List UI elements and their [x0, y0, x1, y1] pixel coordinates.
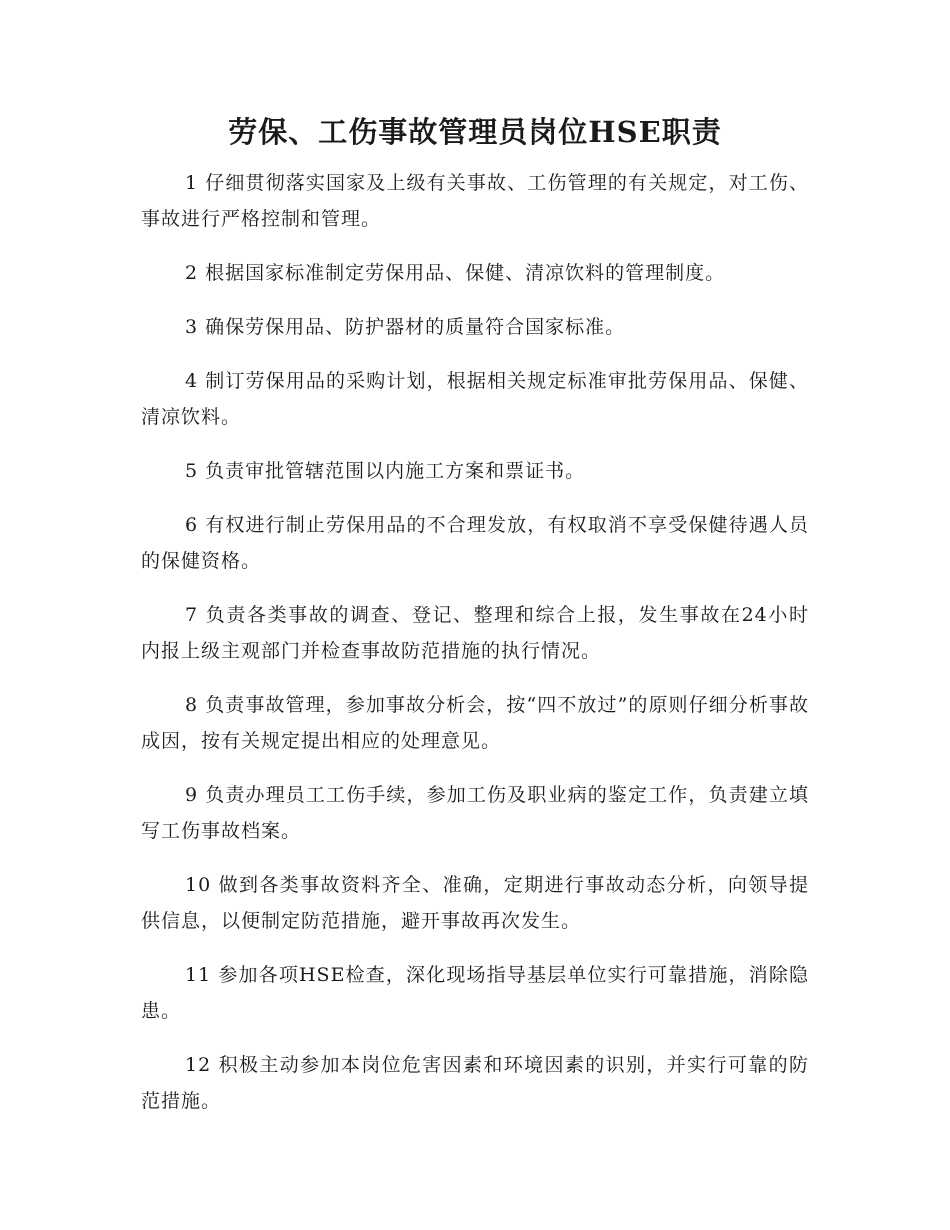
duty-item-2: 2 根据国家标准制定劳保用品、保健、清凉饮料的管理制度。 — [185, 262, 726, 284]
duty-item-12: 12 积极主动参加本岗位危害因素和环境因素的识别，并实行可靠的防范措施。 — [141, 1054, 809, 1112]
duty-item-8: 8 负责事故管理，参加事故分析会，按“四不放过”的原则仔细分析事故成因，按有关规定提出相应的处理意见。 — [141, 694, 809, 752]
duty-item-7: 7 负责各类事故的调查、登记、整理和综合上报，发生事故在24小时内报上级主观部门并检查事故防范措施的执行情况。 — [141, 604, 809, 662]
duty-item-9: 9 负责办理员工工伤手续，参加工伤及职业病的鉴定工作，负责建立填写工伤事故档案。 — [141, 784, 809, 842]
duty-item-3: 3 确保劳保用品、防护器材的质量符合国家标准。 — [185, 316, 626, 338]
document-title: 劳保、工伤事故管理员岗位HSE职责 — [228, 115, 722, 149]
duty-item-6: 6 有权进行制止劳保用品的不合理发放，有权取消不享受保健待遇人员的保健资格。 — [141, 514, 809, 572]
duty-item-5: 5 负责审批管辖范围以内施工方案和票证书。 — [185, 460, 586, 482]
duty-list — [141, 165, 809, 1137]
duty-item-11: 11 参加各项HSE检查，深化现场指导基层单位实行可靠措施，消除隐患。 — [141, 964, 809, 1022]
duty-item-4: 4 制订劳保用品的采购计划，根据相关规定标准审批劳保用品、保健、清凉饮料。 — [141, 370, 809, 428]
duty-item-10: 10 做到各类事故资料齐全、准确，定期进行事故动态分析，向领导提供信息，以便制定防范措施，避开事故再次发生。 — [141, 874, 809, 932]
duty-item-1: 1 仔细贯彻落实国家及上级有关事故、工伤管理的有关规定，对工伤、事故进行严格控制和管理。 — [141, 172, 809, 230]
